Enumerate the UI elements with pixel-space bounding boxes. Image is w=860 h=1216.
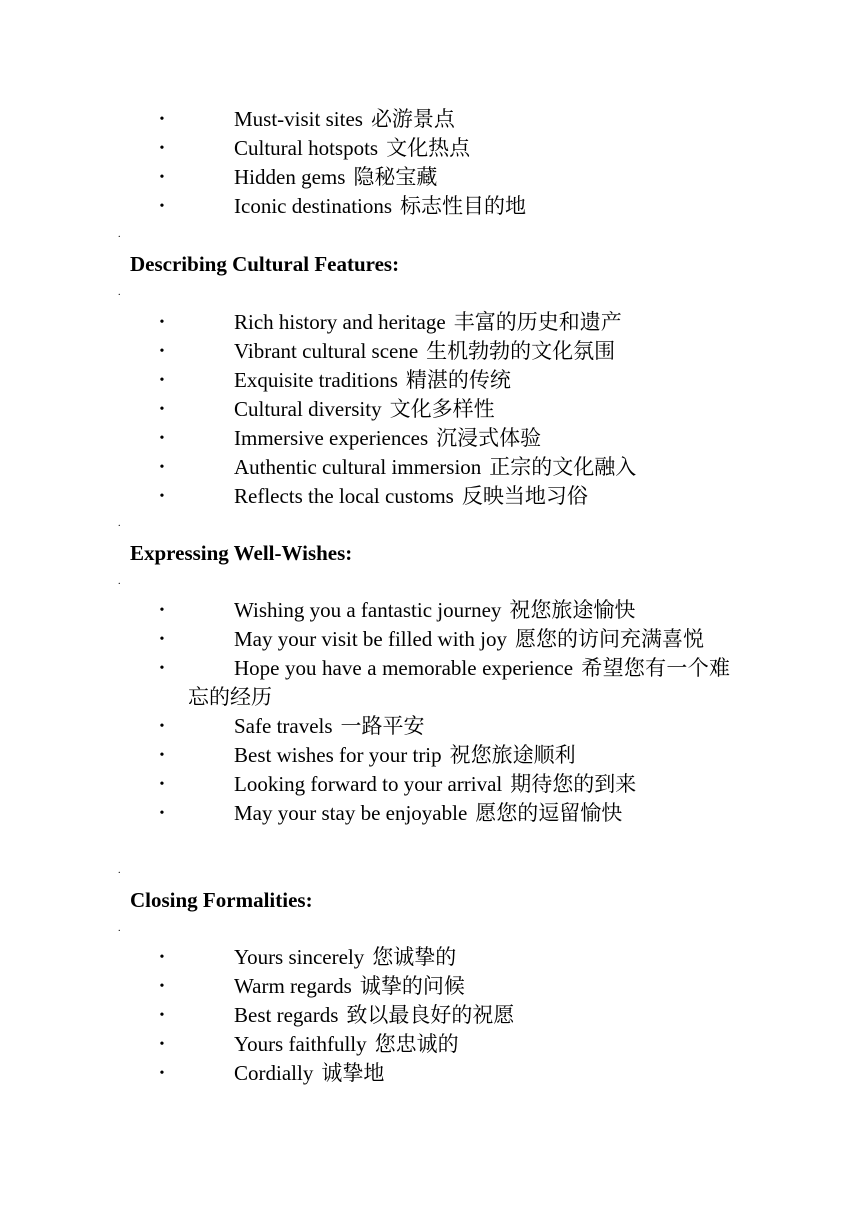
list-item xyxy=(0,1059,730,1088)
bullet-icon: • xyxy=(159,748,165,763)
item-chinese: 隐秘宝藏 xyxy=(353,165,438,189)
bullet-icon: • xyxy=(159,112,165,127)
bullet-icon: • xyxy=(159,979,165,994)
item-chinese: 生机勃勃的文化氛围 xyxy=(426,339,616,363)
cultural-features-list xyxy=(0,308,860,511)
item-chinese: 标志性目的地 xyxy=(400,194,527,218)
bullet-icon: • xyxy=(159,661,165,676)
separator-dot: . xyxy=(118,865,121,876)
item-chinese: 愿您的逗留愉快 xyxy=(475,801,623,825)
item-chinese: 必游景点 xyxy=(370,107,455,131)
section-title: Closing Formalities: xyxy=(130,888,313,912)
item-english: Hope you have a memorable experience xyxy=(234,656,574,680)
list-item xyxy=(0,395,730,424)
destinations-list xyxy=(0,105,860,221)
item-english: Iconic destinations xyxy=(234,194,393,218)
item-english: Cordially xyxy=(234,1061,314,1085)
list-item xyxy=(0,308,730,337)
section-title: Expressing Well-Wishes: xyxy=(130,541,353,565)
list-item xyxy=(0,799,730,828)
item-english: Rich history and heritage xyxy=(234,310,446,334)
item-chinese: 期待您的到来 xyxy=(510,772,637,796)
section-title: Describing Cultural Features: xyxy=(130,252,400,276)
list-item xyxy=(0,741,730,770)
item-chinese: 反映当地习俗 xyxy=(461,484,588,508)
bullet-icon: • xyxy=(159,315,165,330)
separator-dot: . xyxy=(118,518,121,529)
list-item xyxy=(0,625,730,654)
item-english: Looking forward to your arrival xyxy=(234,772,503,796)
list-item xyxy=(0,337,730,366)
item-chinese: 希望您有一个难忘的经历 xyxy=(188,656,731,709)
closing-formalities-list xyxy=(0,943,860,1088)
bullet-icon: • xyxy=(159,344,165,359)
bullet-icon: • xyxy=(159,460,165,475)
item-english: Must-visit sites xyxy=(234,107,363,131)
list-item xyxy=(0,1030,730,1059)
item-chinese: 文化多样性 xyxy=(389,397,495,421)
bullet-icon: • xyxy=(159,950,165,965)
list-item xyxy=(0,163,730,192)
list-item xyxy=(0,366,730,395)
bullet-icon: • xyxy=(159,373,165,388)
item-english: Warm regards xyxy=(234,974,352,998)
item-chinese: 祝您旅途顺利 xyxy=(449,743,576,767)
list-item xyxy=(0,712,730,741)
section-heading-cultural-features xyxy=(0,229,860,298)
bullet-icon: • xyxy=(159,603,165,618)
list-item xyxy=(0,192,730,221)
bullet-icon: • xyxy=(159,1037,165,1052)
bullet-icon: • xyxy=(159,806,165,821)
bullet-icon: • xyxy=(159,719,165,734)
list-item xyxy=(0,943,730,972)
item-chinese: 一路平安 xyxy=(340,714,425,738)
item-english: Wishing you a fantastic journey xyxy=(234,598,502,622)
bullet-icon: • xyxy=(159,777,165,792)
item-english: Exquisite traditions xyxy=(234,368,398,392)
item-chinese: 您诚挚的 xyxy=(372,945,457,969)
item-chinese: 精湛的传统 xyxy=(405,368,511,392)
item-chinese: 祝您旅途愉快 xyxy=(509,598,636,622)
list-item xyxy=(0,134,730,163)
bullet-icon: • xyxy=(159,1008,165,1023)
item-english: Cultural hotspots xyxy=(234,136,379,160)
item-chinese: 诚挚地 xyxy=(321,1061,385,1085)
list-item xyxy=(0,654,730,712)
separator-dot: . xyxy=(118,923,121,934)
item-chinese: 正宗的文化融入 xyxy=(489,455,637,479)
bullet-icon: • xyxy=(159,199,165,214)
item-chinese: 致以最良好的祝愿 xyxy=(346,1003,515,1027)
item-english: Yours faithfully xyxy=(234,1032,367,1056)
item-english: Immersive experiences xyxy=(234,426,429,450)
item-chinese: 丰富的历史和遗产 xyxy=(453,310,622,334)
item-english: May your stay be enjoyable xyxy=(234,801,468,825)
item-english: Vibrant cultural scene xyxy=(234,339,419,363)
list-item xyxy=(0,596,730,625)
separator-dot: . xyxy=(118,576,121,587)
bullet-icon: • xyxy=(159,170,165,185)
list-item xyxy=(0,1001,730,1030)
list-item xyxy=(0,105,730,134)
separator-dot: . xyxy=(118,287,121,298)
item-english: Hidden gems xyxy=(234,165,346,189)
separator-dot: . xyxy=(118,229,121,240)
well-wishes-list xyxy=(0,596,860,828)
list-item xyxy=(0,424,730,453)
item-chinese: 诚挚的问候 xyxy=(359,974,465,998)
section-heading-well-wishes xyxy=(0,518,860,587)
bullet-icon: • xyxy=(159,489,165,504)
list-item xyxy=(0,770,730,799)
list-item xyxy=(0,972,730,1001)
bullet-icon: • xyxy=(159,431,165,446)
item-english: Reflects the local customs xyxy=(234,484,454,508)
item-english: Cultural diversity xyxy=(234,397,382,421)
item-chinese: 愿您的访问充满喜悦 xyxy=(514,627,704,651)
item-chinese: 文化热点 xyxy=(386,136,471,160)
item-english: Yours sincerely xyxy=(234,945,365,969)
item-english: May your visit be filled with joy xyxy=(234,627,507,651)
item-chinese: 您忠诚的 xyxy=(374,1032,459,1056)
item-english: Best regards xyxy=(234,1003,339,1027)
bullet-icon: • xyxy=(159,402,165,417)
item-english: Safe travels xyxy=(234,714,333,738)
bullet-icon: • xyxy=(159,632,165,647)
item-english: Best wishes for your trip xyxy=(234,743,442,767)
bullet-icon: • xyxy=(159,1066,165,1081)
section-heading-closing-formalities xyxy=(0,865,860,934)
item-english: Authentic cultural immersion xyxy=(234,455,482,479)
list-item xyxy=(0,453,730,482)
list-item xyxy=(0,482,730,511)
bullet-icon: • xyxy=(159,141,165,156)
item-chinese: 沉浸式体验 xyxy=(436,426,542,450)
